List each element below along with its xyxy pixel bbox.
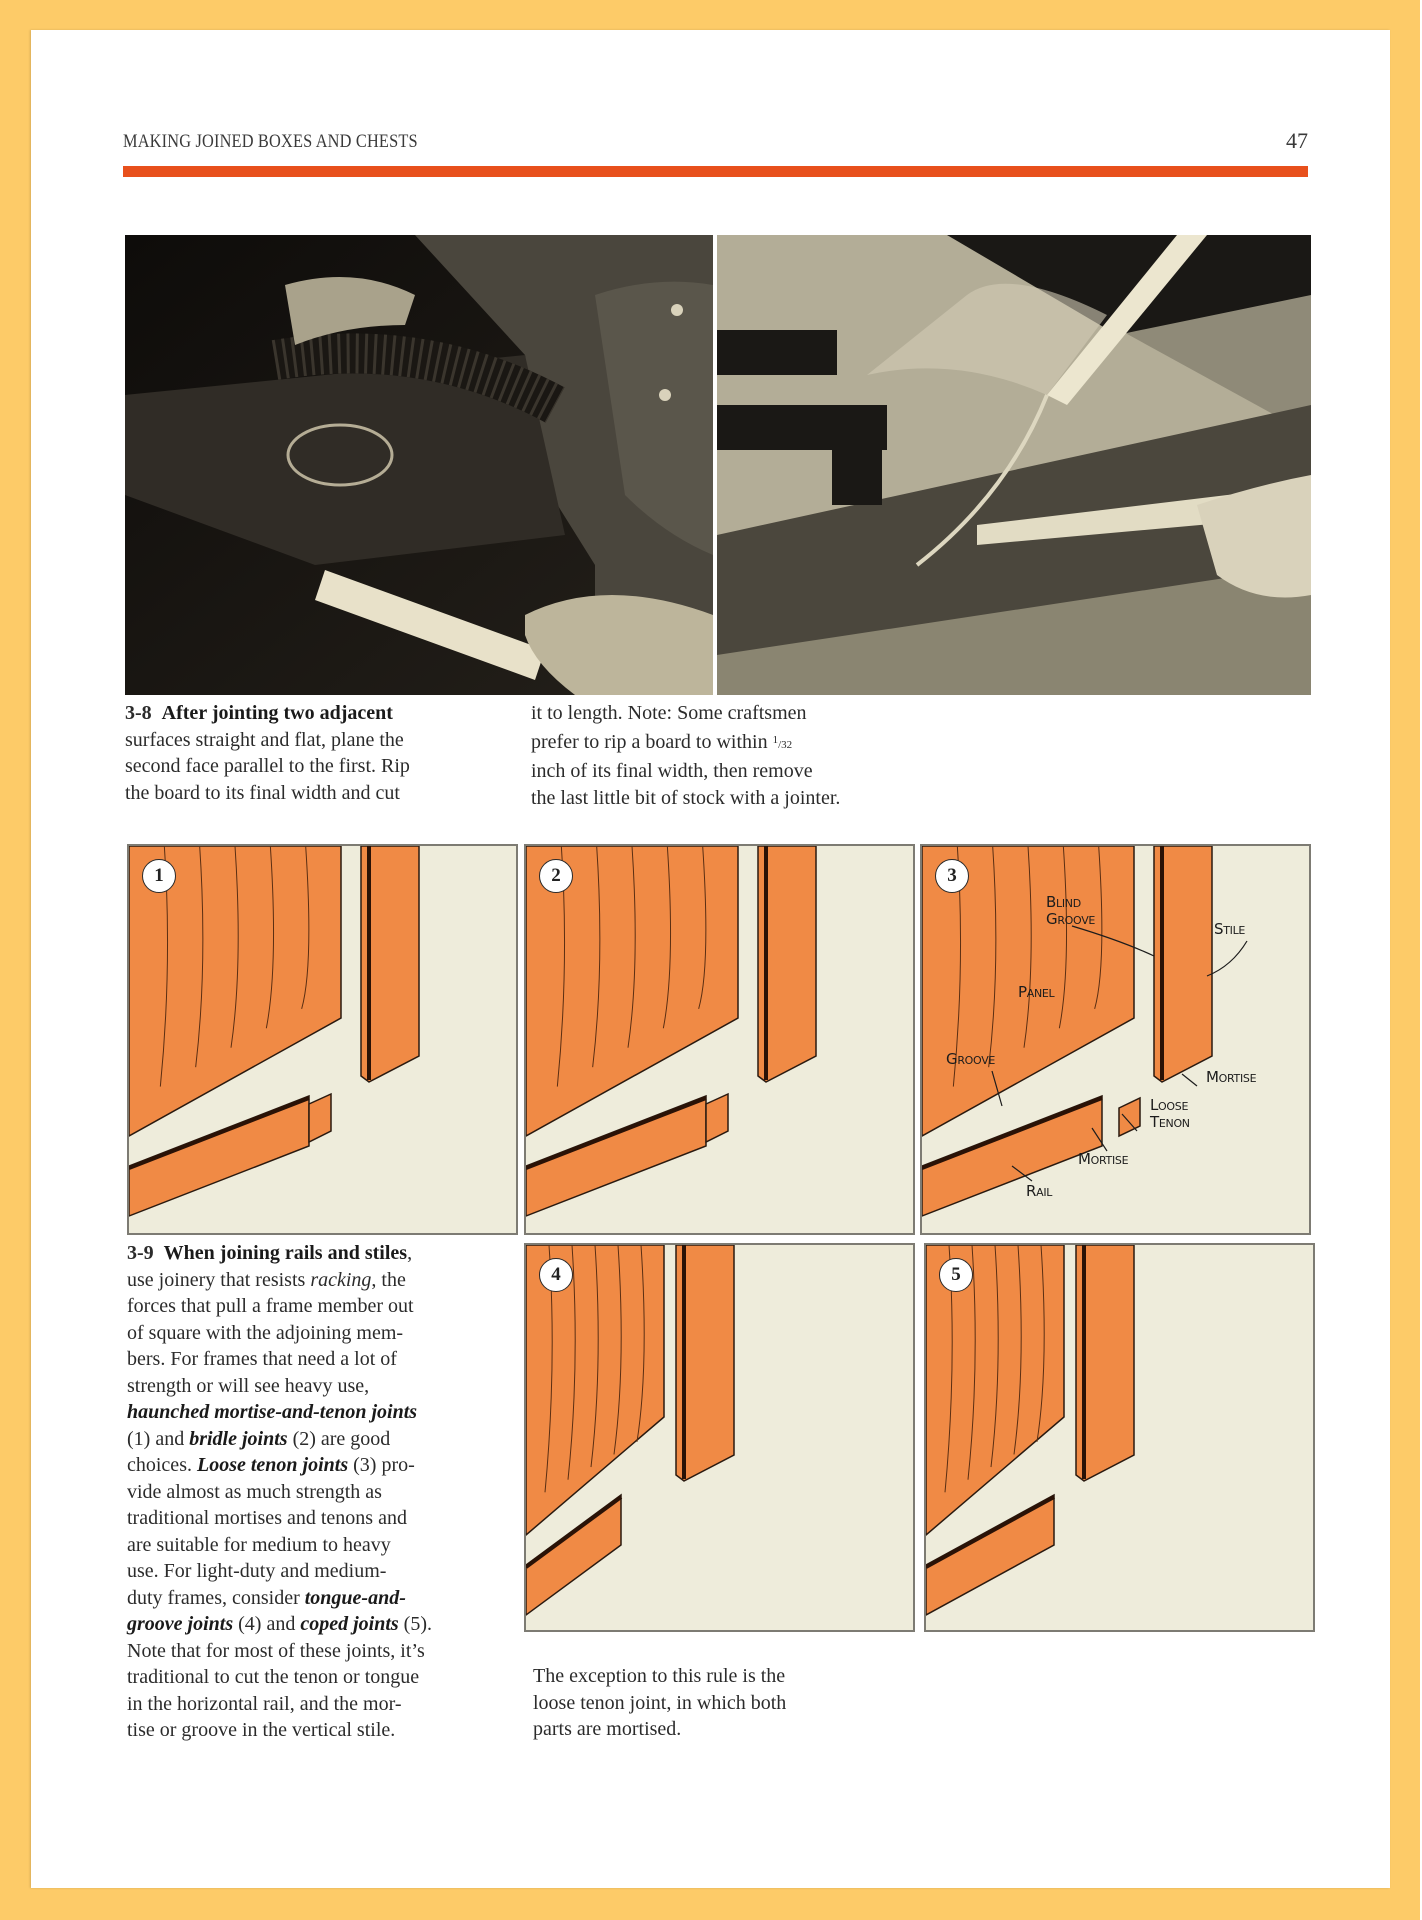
caption-line: second face parallel to the first. Rip bbox=[125, 755, 410, 777]
caption-line: the board to its final width and cut bbox=[125, 781, 400, 804]
label-groove: Groove bbox=[946, 1050, 996, 1068]
label-blind-groove: Blind Groove bbox=[1046, 893, 1096, 928]
caption-lead: After jointing two adjacent bbox=[161, 702, 393, 724]
panel-badge: 3 bbox=[935, 859, 969, 893]
running-title: MAKING JOINED BOXES AND CHESTS bbox=[123, 131, 418, 152]
joint-illustration bbox=[922, 846, 1309, 1233]
figure-number: 3-8 bbox=[125, 702, 152, 724]
label-panel: Panel bbox=[1018, 983, 1055, 1001]
caption-lead: When joining rails and stiles bbox=[163, 1242, 408, 1264]
joint-illustration bbox=[129, 846, 516, 1233]
page-number: 47 bbox=[1286, 128, 1308, 153]
joint-panel-1 bbox=[127, 844, 518, 1235]
label-mortise-stile: Mortise bbox=[1206, 1068, 1257, 1086]
caption-3-9-continued: The exception to this rule is the loose tenon joint, in which both parts are mortised. bbox=[533, 1665, 787, 1740]
caption-line: prefer to rip a board to within $^1$/32 bbox=[531, 730, 793, 753]
label-stile: Stile bbox=[1214, 920, 1246, 938]
joint-illustration bbox=[526, 1245, 913, 1632]
joint-panel-2 bbox=[524, 844, 915, 1235]
label-leader-line bbox=[1207, 941, 1247, 976]
tenon bbox=[706, 1094, 728, 1142]
caption-line: the last little bit of stock with a jointer. bbox=[531, 786, 841, 809]
label-rail: Rail bbox=[1026, 1182, 1053, 1200]
caption-line: it to length. Note: Some craftsmen bbox=[531, 702, 807, 724]
fraction-numerator: 1 bbox=[772, 733, 779, 746]
fraction-denominator: 32 bbox=[781, 738, 793, 751]
label-mortise-rail: Mortise bbox=[1078, 1150, 1129, 1168]
panel-badge: 5 bbox=[939, 1258, 973, 1292]
panel-badge: 1 bbox=[142, 859, 176, 893]
label-leader-line bbox=[1182, 1074, 1197, 1086]
joint-panel-4 bbox=[524, 1243, 915, 1632]
header-rule bbox=[123, 166, 1308, 177]
panel-badge: 2 bbox=[539, 859, 573, 893]
panel-badge: 4 bbox=[539, 1258, 573, 1292]
joint-illustration bbox=[926, 1245, 1313, 1632]
joint-panel-5 bbox=[924, 1243, 1315, 1632]
joint-illustration bbox=[526, 846, 913, 1233]
photo-planer bbox=[125, 235, 713, 695]
label-loose-tenon: Loose Tenon bbox=[1150, 1096, 1190, 1131]
joint-panel-3 bbox=[920, 844, 1311, 1235]
caption-line: surfaces straight and flat, plane the bbox=[125, 728, 404, 751]
caption-3-8-col2 bbox=[531, 700, 931, 811]
caption-3-9: 3-9 When joining rails and stiles, use joinery that resists racking, the forces that pull a frame member out of square with the adjoining mem- bers. For frames that need a lot of strength or will see heavy use, haunched mortise-and-tenon joints (1) and bridle joints (2) are good choices. Loose tenon joints (3) pro- vide almost as much strength as traditional mortises and tenons and are suitable for medium to heavy use. For light-duty and medium- duty frames, consider tongue-and- groove joints (4) and coped joints (5). Note that for most of these joints, it’s traditional to cut the tenon or tongue in the horizontal rail, and the mor- tise or groove in the vertical stile. bbox=[127, 1242, 432, 1741]
figure-number: 3-9 bbox=[127, 1242, 154, 1264]
tenon bbox=[309, 1094, 331, 1142]
caption-line: inch of its final width, then remove bbox=[531, 760, 813, 782]
photo-table-saw bbox=[717, 235, 1311, 695]
caption-3-8-col1 bbox=[125, 700, 505, 806]
